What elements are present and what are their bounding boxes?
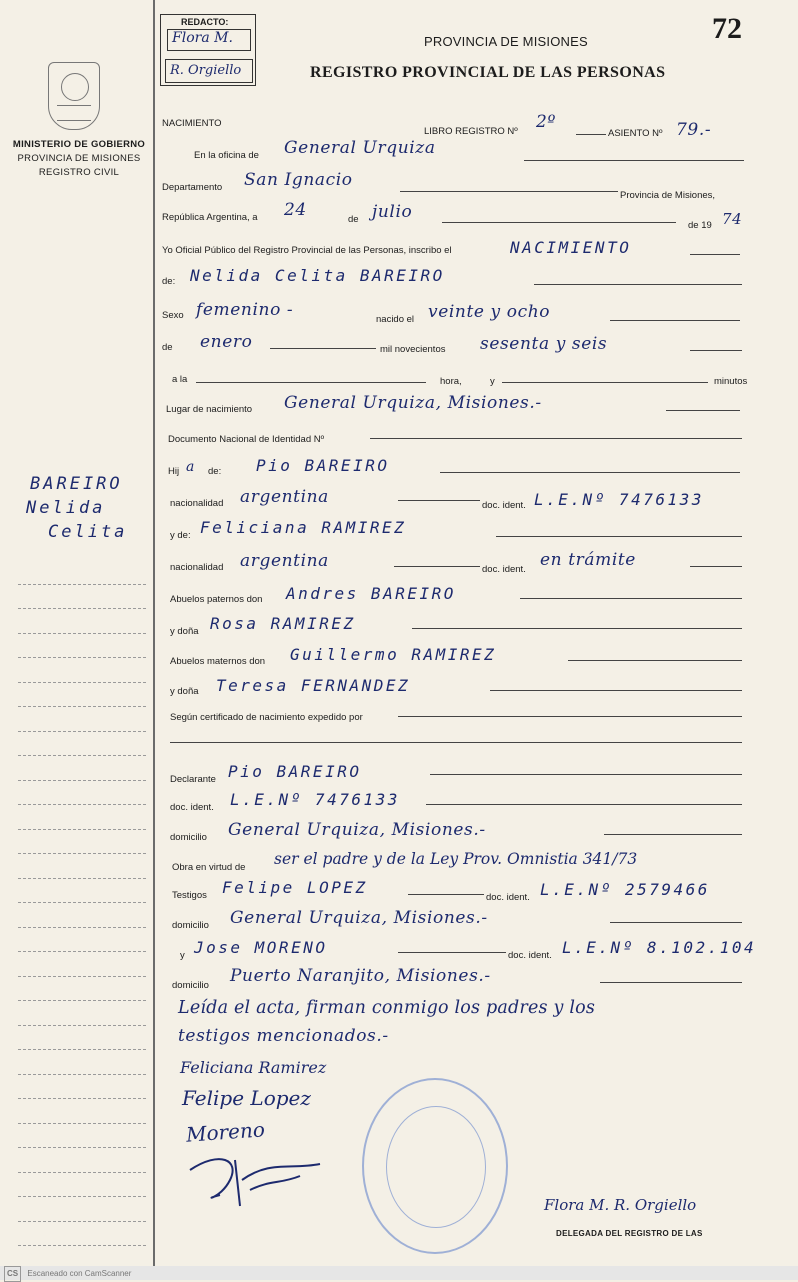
declarante-value: Pio BAREIRO (228, 762, 362, 781)
margin-ruled-lines (18, 560, 146, 1246)
tipo-acta-value: NACIMIENTO (510, 238, 632, 257)
doc-testigo1-value: L.E.Nº 2579466 (540, 880, 710, 899)
nacionalidad-madre-value: argentina (240, 551, 329, 571)
testigo1-rule (408, 894, 484, 895)
y-dona-label-1: y doña (170, 626, 199, 637)
doc-ident-label-4: doc. ident. (486, 892, 530, 903)
madre-rule (496, 536, 742, 537)
minutos-label: minutos (714, 376, 748, 387)
nacido-dia-rule (610, 320, 740, 321)
nacionalidad-label-1: nacionalidad (170, 498, 224, 509)
segun-rule-2 (170, 742, 742, 743)
nacido-mes-value: enero (200, 332, 253, 352)
tipo-rule (690, 254, 740, 255)
oficina-rule (524, 160, 744, 161)
testigos-label: Testigos (172, 890, 207, 901)
doc-ident-label-2: doc. ident. (482, 564, 526, 575)
padre-rule (440, 472, 740, 473)
hora-label: hora, (440, 376, 462, 387)
domicilio-label-2: domicilio (172, 920, 209, 931)
nombre-value: Nelida Celita BAREIRO (190, 266, 445, 285)
doc-padre-value: L.E.Nº 7476133 (534, 490, 704, 509)
abuelo-paterno-value: Andres BAREIRO (286, 584, 456, 603)
nacimiento-label: NACIMIENTO (162, 118, 222, 129)
testigo2-rule (398, 952, 506, 953)
asiento-label: ASIENTO Nº (608, 128, 663, 139)
cierre-line1: Leída el acta, firman conmigo los padres y los (178, 998, 596, 1018)
domicilio-label-1: domicilio (170, 832, 207, 843)
doc-declarante-value: L.E.Nº 7476133 (230, 790, 400, 809)
testigo1-value: Felipe LOPEZ (222, 878, 368, 897)
sexo-value: femenino - (196, 300, 294, 320)
abuela-materna-value: Teresa FERNANDEZ (216, 676, 411, 695)
hij-suffix-value: a (186, 459, 195, 475)
madre-value: Feliciana RAMIREZ (200, 518, 407, 537)
official-stamp-icon (362, 1078, 508, 1254)
obra-value: ser el padre y de la Ley Prov. Omnistia 341/73 (274, 850, 638, 868)
nombre-rule (534, 284, 742, 285)
nacido-mes-rule (270, 348, 376, 349)
abuela-paterna-value: Rosa RAMIREZ (210, 614, 356, 633)
abuelo-paterno-rule (520, 598, 742, 599)
nacionalidad-label-2: nacionalidad (170, 562, 224, 573)
domicilio-declarante-value: General Urquiza, Misiones.- (228, 820, 486, 840)
anio-value: 74 (722, 210, 743, 228)
signature-madre: Feliciana Ramirez (180, 1058, 327, 1077)
signature-testigo2: Moreno (185, 1117, 266, 1147)
oficina-value: General Urquiza (284, 138, 436, 158)
margin-name-first: Nelida (26, 498, 106, 518)
de-anio-label: de 19 (688, 220, 712, 231)
de-label-4: de: (208, 466, 222, 477)
camscanner-icon: CS (4, 1266, 21, 1282)
doc-madre-value: en trámite (540, 550, 636, 570)
dia-value: 24 (284, 200, 307, 220)
doc-madre-rule (690, 566, 742, 567)
signature-testigo1: Felipe Lopez (182, 1086, 311, 1110)
segun-label: Según certificado de nacimiento expedido por (170, 712, 363, 723)
lugar-label: Lugar de nacimiento (166, 404, 253, 415)
domicilio-declarante-rule (604, 834, 742, 835)
a-la-label: a la (172, 374, 188, 385)
testigo2-value: Jose MORENO (194, 938, 328, 957)
abuela-materna-rule (490, 690, 742, 691)
asiento-value: 79.- (676, 120, 712, 140)
folio-number: 72 (712, 12, 742, 45)
hij-label: Hij (168, 466, 180, 477)
domicilio-testigo1-rule (610, 922, 742, 923)
delegada-label: DELEGADA DEL REGISTRO DE LAS (556, 1229, 703, 1238)
margin-column (0, 0, 155, 1268)
ministry-label: MINISTERIO DE GOBIERNO (12, 139, 146, 150)
obra-label: Obra en virtud de (172, 862, 246, 873)
minutos-rule (502, 382, 708, 383)
abuelos-paternos-label: Abuelos paternos don (170, 594, 263, 605)
declarante-label: Declarante (170, 774, 216, 785)
nacido-anio-rule (690, 350, 742, 351)
redacto-line1: Flora M. (167, 29, 251, 51)
sexo-label: Sexo (162, 310, 184, 321)
abuela-paterna-rule (412, 628, 742, 629)
doc-declarante-rule (426, 804, 742, 805)
lugar-rule (666, 410, 740, 411)
padre-value: Pio BAREIRO (256, 456, 390, 475)
nac-padre-rule (398, 500, 480, 501)
y-dona-label-2: y doña (170, 686, 199, 697)
abuelos-maternos-label: Abuelos maternos don (170, 656, 266, 667)
doc-ident-label-5: doc. ident. (508, 950, 552, 961)
declarante-rule (430, 774, 742, 775)
domicilio-label-3: domicilio (172, 980, 209, 991)
ministry-block (8, 138, 150, 180)
margin-name-surname: BAREIRO (30, 474, 123, 494)
libro-rule (576, 134, 606, 135)
y-label-2: y (180, 950, 185, 961)
nacido-el-label: nacido el (376, 314, 415, 325)
doc-testigo2-value: L.E.Nº 8.102.104 (562, 938, 757, 957)
civil-registry-label: REGISTRO CIVIL (38, 167, 120, 178)
libro-value: 2º (536, 112, 557, 132)
redacto-box (160, 14, 256, 86)
fecha-rule (442, 222, 676, 223)
redacto-line2: R. Orgiello (165, 59, 253, 83)
nacido-dia-value: veinte y ocho (428, 302, 551, 322)
signature-delegada: Flora M. R. Orgiello (544, 1196, 697, 1214)
province-heading: PROVINCIA DE MISIONES (424, 34, 588, 49)
signature-padre-scribble (180, 1140, 330, 1210)
doc-ident-label-1: doc. ident. (482, 500, 526, 511)
libro-label: LIBRO REGISTRO Nº (424, 126, 518, 137)
de-label-1: de (348, 214, 359, 225)
departamento-rule (400, 191, 618, 192)
abuelo-materno-value: Guillermo RAMIREZ (290, 645, 497, 664)
redacto-label: REDACTO: (181, 17, 229, 27)
hora-rule (196, 382, 426, 383)
provincia-label: Provincia de Misiones, (620, 190, 716, 201)
yo-oficial-label: Yo Oficial Público del Registro Provincial de las Personas, inscribo el (162, 245, 452, 256)
y-label: y (490, 376, 495, 387)
segun-rule-1 (398, 716, 742, 717)
departamento-value: San Ignacio (244, 170, 353, 190)
lugar-value: General Urquiza, Misiones.- (284, 393, 542, 413)
nac-madre-rule (394, 566, 480, 567)
de-label-3: de (162, 342, 173, 353)
registry-title: REGISTRO PROVINCIAL DE LAS PERSONAS (310, 64, 666, 81)
scanner-label: Escaneado con CamScanner (27, 1269, 132, 1278)
mes-value: julio (372, 202, 413, 222)
margin-province-label: PROVINCIA DE MISIONES (17, 153, 141, 164)
scanner-footer (0, 1266, 798, 1280)
nacido-anio-value: sesenta y seis (480, 334, 608, 354)
abuelo-materno-rule (568, 660, 742, 661)
provincial-seal-icon (48, 62, 100, 130)
departamento-label: Departamento (162, 182, 223, 193)
margin-name-second: Celita (48, 522, 128, 542)
de-label-2: de: (162, 276, 176, 287)
domicilio-testigo2-value: Puerto Naranjito, Misiones.- (230, 966, 491, 986)
nacionalidad-padre-value: argentina (240, 487, 329, 507)
domicilio-testigo1-value: General Urquiza, Misiones.- (230, 908, 488, 928)
y-de-label: y de: (170, 530, 191, 541)
oficina-label: En la oficina de (194, 150, 259, 161)
documento-label: Documento Nacional de Identidad Nº (168, 434, 325, 445)
republica-label: República Argentina, a (162, 212, 258, 223)
doc-ident-label-3: doc. ident. (170, 802, 214, 813)
domicilio-testigo2-rule (600, 982, 742, 983)
mil-novecientos-label: mil novecientos (380, 344, 446, 355)
cierre-line2: testigos mencionados.- (178, 1026, 389, 1046)
documento-rule (370, 438, 742, 439)
